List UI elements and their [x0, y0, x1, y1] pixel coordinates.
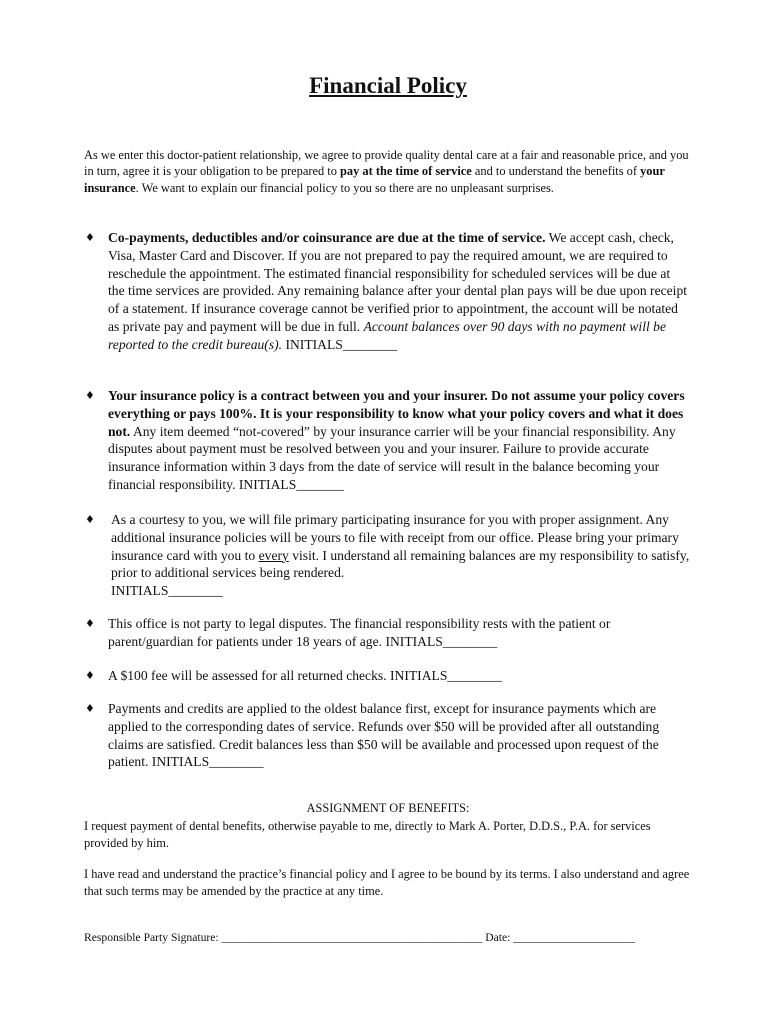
policy-item-text: We accept cash, check, Visa, Master Card and Discover. If you are not prepared to pay the required amount, we are required to reschedule the appointment. The estimated financial responsibility for scheduled services will be due at the time services are provided. Any remaining balance after your dental plan pays will be due upon receipt of a statement. If insurance coverage cannot be verified prior to appointment, the account will be notated as private pay and payment will be due in full.: [108, 230, 688, 334]
intro-text-3: . We want to explain our financial policy to you so there are no unpleasant surprises.: [135, 180, 554, 195]
policy-item-bold: Co-payments, deductibles and/or coinsurance are due at the time of service.: [108, 230, 546, 245]
diamond-bullet-icon: ♦: [85, 389, 95, 402]
diamond-bullet-icon: ♦: [85, 617, 95, 630]
intro-paragraph: [84, 147, 694, 196]
policy-item-returned-checks: [85, 667, 690, 685]
policy-item-legal-disputes: [85, 615, 690, 651]
policy-item-text: As a courtesy to you, we will file primary participating insurance for you with proper assignment. Any additional insurance policies will be yours to file with receipt from our office. Please bring your primary insurance card with you to: [111, 512, 679, 563]
policy-item-text: This office is not party to legal disputes. The financial responsibility rests with the patient or parent/guardian for patients under 18 years of age.: [108, 616, 611, 649]
initials-field[interactable]: INITIALS________: [382, 633, 498, 649]
policy-item-bold: Your insurance policy is a contract between you and your insurer. Do not assume your policy covers everything or pays 100%. It is your responsibility to know what your policy covers and what it does not.: [108, 388, 685, 439]
policy-item-copayments: [85, 229, 690, 354]
diamond-bullet-icon: ♦: [85, 669, 95, 682]
intro-bold-pay: pay at the time of service: [340, 164, 472, 179]
diamond-bullet-icon: ♦: [85, 231, 95, 244]
policy-item-text-after: visit. I understand all remaining balances are my responsibility to satisfy, prior to additional services being rendered.: [111, 547, 690, 581]
agreement-paragraph: I have read and understand the practice’s financial policy and I agree to be bound by its terms. I also understand and agree that such terms may be amended by the practice at any time.: [84, 867, 690, 898]
initials-field[interactable]: INITIALS________: [111, 583, 223, 599]
signature-row: [84, 930, 704, 946]
initials-field[interactable]: INITIALS________: [386, 668, 502, 683]
assignment-heading: ASSIGNMENT OF BENEFITS:: [306, 801, 470, 815]
intro-bold-insurance: your insurance: [84, 164, 665, 195]
policy-item-italic: Account balances over 90 days with no payment will be reported to the credit bureau(s).: [108, 318, 666, 352]
policy-item-text: Payments and credits are applied to the oldest balance first, except for insurance payments which are applied to the corresponding dates of service. Refunds over $50 will be provided after all outstanding claims are satisfied. Credit balances less than $50 will be available and processed upon request of the patient.: [108, 701, 660, 770]
signature-label: Responsible Party Signature:: [84, 931, 222, 944]
policy-item-payments-credits: [85, 700, 690, 771]
policy-item-filing-insurance: [85, 511, 690, 600]
signature-field[interactable]: _____________________________________________: [221, 931, 483, 944]
initials-field[interactable]: INITIALS________: [282, 336, 398, 352]
page-title: Financial Policy: [309, 73, 467, 98]
date-field[interactable]: _____________________: [513, 931, 636, 944]
initials-field[interactable]: INITIALS_______: [235, 476, 344, 492]
policy-item-text: Any item deemed “not-covered” by your insurance carrier will be your financial responsibility. Any disputes about payment must be resolved between you and your insurer. Failure to provide accurate insurance information within 3 days from the date of service will result in the balance becoming your financial responsibility.: [108, 423, 676, 492]
intro-text-2: and to understand the benefits of: [471, 164, 641, 179]
intro-text-1: As we enter this doctor-patient relationship, we agree to provide quality dental care at a fair and reasonable price, and you in turn, agree it is your obligation to be prepared to: [84, 148, 689, 179]
policy-item-text: A $100 fee will be assessed for all returned checks.: [108, 668, 387, 683]
date-label: Date:: [482, 931, 514, 944]
diamond-bullet-icon: ♦: [85, 702, 95, 715]
policy-item-insurance-contract: [85, 387, 690, 494]
policy-item-underline: every: [258, 547, 289, 563]
diamond-bullet-icon: ♦: [85, 513, 95, 526]
assignment-paragraph: I request payment of dental benefits, otherwise payable to me, directly to Mark A. Porter, D.D.S., P.A. for services provided by him.: [84, 819, 651, 850]
initials-field[interactable]: INITIALS________: [148, 754, 264, 770]
